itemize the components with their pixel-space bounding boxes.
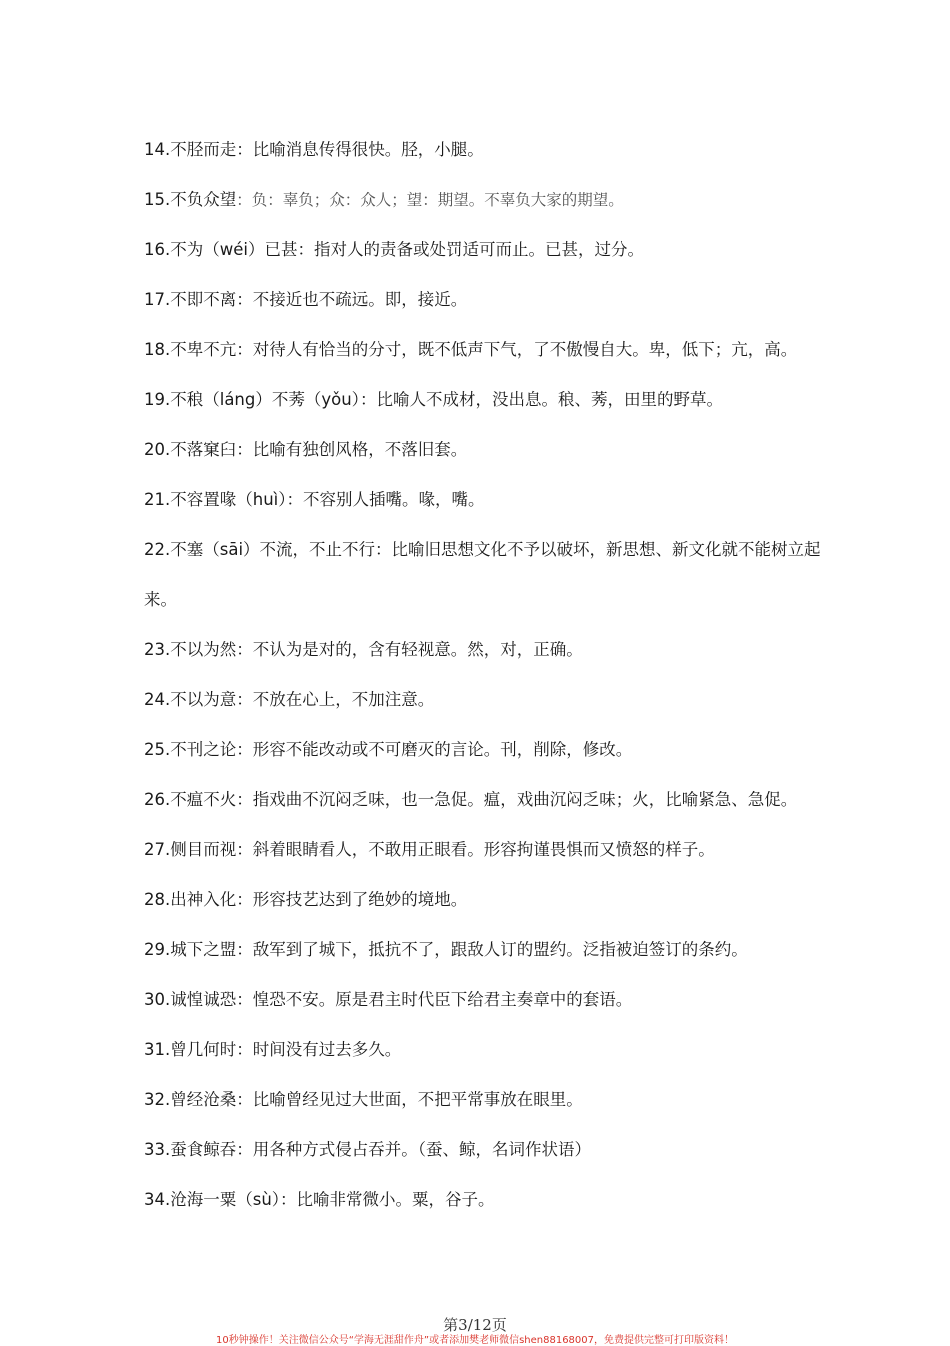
separator: ： <box>280 1190 297 1209</box>
separator: ： <box>236 990 253 1009</box>
list-item <box>144 875 824 925</box>
list-item <box>144 1125 824 1175</box>
idiom-term: 24.不以为意 <box>144 690 237 709</box>
idiom-definition: 对待人有恰当的分寸，既不低声下气，了不傲慢自大。卑，低下；亢，高。 <box>252 340 798 359</box>
list-item <box>144 275 824 325</box>
list-item <box>144 125 824 175</box>
idiom-term: 27.侧目而视 <box>144 840 237 859</box>
list-item <box>144 225 824 275</box>
separator: ： <box>359 390 377 409</box>
list-item <box>144 1075 824 1125</box>
separator: ： <box>236 140 253 159</box>
idiom-term: 29.城下之盟 <box>144 940 237 959</box>
idiom-term: 20.不落窠臼 <box>144 440 237 459</box>
list-item <box>144 175 824 225</box>
idiom-definition: 比喻曾经见过大世面，不把平常事放在眼里。 <box>252 1090 583 1109</box>
list-item <box>144 1175 824 1225</box>
separator: ： <box>236 440 253 459</box>
list-item <box>144 675 824 725</box>
list-item <box>144 825 824 875</box>
list-item <box>144 325 824 375</box>
idiom-definition: 时间没有过去多久。 <box>252 1040 402 1059</box>
list-item <box>144 775 824 825</box>
idiom-term: 17.不即不离 <box>144 290 237 309</box>
separator: ： <box>236 840 253 859</box>
idiom-term: 30.诚惶诚恐 <box>144 990 237 1009</box>
idiom-definition: 不容别人插嘴。喙，嘴。 <box>303 490 485 509</box>
separator: ： <box>236 640 253 659</box>
separator: ： <box>236 1090 253 1109</box>
separator: ： <box>236 1140 253 1159</box>
idiom-definition: 不放在心上，不加注意。 <box>252 690 435 709</box>
separator: ： <box>236 290 253 309</box>
idiom-term: 33.蚕食鲸吞 <box>144 1140 237 1159</box>
idiom-definition: 斜着眼睛看人，不敢用正眼看。形容拘谨畏惧而又愤怒的样子。 <box>252 840 715 859</box>
separator: ： <box>236 890 253 909</box>
separator: ： <box>236 940 253 959</box>
idiom-definition: 指戏曲不沉闷乏味，也一急促。瘟，戏曲沉闷乏味；火，比喻紧急、急促。 <box>252 790 798 809</box>
page-number: 第3/12页 <box>443 1316 507 1334</box>
idiom-term: 34.沧海一粟（sù） <box>144 1190 281 1209</box>
idiom-definition: 惶恐不安。原是君主时代臣下给君主奏章中的套语。 <box>252 990 633 1009</box>
idiom-term: 32.曾经沧桑 <box>144 1090 237 1109</box>
list-item <box>144 625 824 675</box>
separator: ： <box>286 490 303 509</box>
separator: ： <box>236 690 253 709</box>
list-item <box>144 475 824 525</box>
list-item <box>144 375 824 425</box>
separator: ： <box>236 340 253 359</box>
list-item <box>144 925 824 975</box>
separator: ： <box>236 191 252 209</box>
idiom-term: 19.不稂（láng）不莠（yǒu） <box>144 390 360 409</box>
idiom-list <box>144 125 824 1225</box>
idiom-term: 21.不容置喙（huì） <box>144 490 287 509</box>
list-item <box>144 725 824 775</box>
list-item <box>144 525 824 625</box>
footer-promo-note: 10秒钟操作！关注微信公众号“学海无涯甜作舟”或者添加樊老师微信shen88168007，免费提供完整可打印版资料！ <box>215 1335 735 1346</box>
idiom-definition: 比喻人不成材，没出息。稂、莠，田里的野草。 <box>376 390 723 409</box>
idiom-term: 16.不为（wéi）已甚 <box>144 240 298 259</box>
idiom-definition: 用各种方式侵占吞并。（蚕、鲸，名词作状语） <box>252 1140 591 1159</box>
idiom-definition: 形容不能改动或不可磨灭的言论。刊，削除，修改。 <box>252 740 633 759</box>
idiom-definition: 不接近也不疏远。即，接近。 <box>252 290 468 309</box>
idiom-definition: 比喻有独创风格，不落旧套。 <box>252 440 468 459</box>
separator: ： <box>375 540 392 559</box>
idiom-term: 22.不塞（sāi）不流，不止不行 <box>144 540 376 559</box>
idiom-definition: 不认为是对的，含有轻视意。然，对，正确。 <box>252 640 583 659</box>
list-item <box>144 1025 824 1075</box>
idiom-term: 18.不卑不亢 <box>144 340 237 359</box>
separator: ： <box>236 740 253 759</box>
idiom-term: 31.曾几何时 <box>144 1040 237 1059</box>
separator: ： <box>236 1040 253 1059</box>
idiom-definition: 比喻旧思想文化不予以破坏，新思想、新文化就不能树立起来。 <box>144 540 821 609</box>
idiom-term: 26.不瘟不火 <box>144 790 237 809</box>
idiom-term: 14.不胫而走 <box>144 140 237 159</box>
idiom-term: 15.不负众望 <box>144 190 237 209</box>
list-item <box>144 975 824 1025</box>
idiom-definition: 指对人的责备或处罚适可而止。已甚，过分。 <box>313 240 644 259</box>
idiom-definition: 比喻非常微小。粟，谷子。 <box>296 1190 495 1209</box>
idiom-term: 28.出神入化 <box>144 890 237 909</box>
separator: ： <box>236 790 253 809</box>
idiom-definition: 负：辜负；众：众人；望：期望。不辜负大家的期望。 <box>251 191 624 209</box>
idiom-term: 25.不刊之论 <box>144 740 237 759</box>
idiom-term: 23.不以为然 <box>144 640 237 659</box>
idiom-definition: 形容技艺达到了绝妙的境地。 <box>252 890 468 909</box>
list-item <box>144 425 824 475</box>
idiom-definition: 比喻消息传得很快。胫，小腿。 <box>252 140 484 159</box>
idiom-definition: 敌军到了城下，抵抗不了，跟敌人订的盟约。泛指被迫签订的条约。 <box>252 940 748 959</box>
separator: ： <box>297 240 314 259</box>
